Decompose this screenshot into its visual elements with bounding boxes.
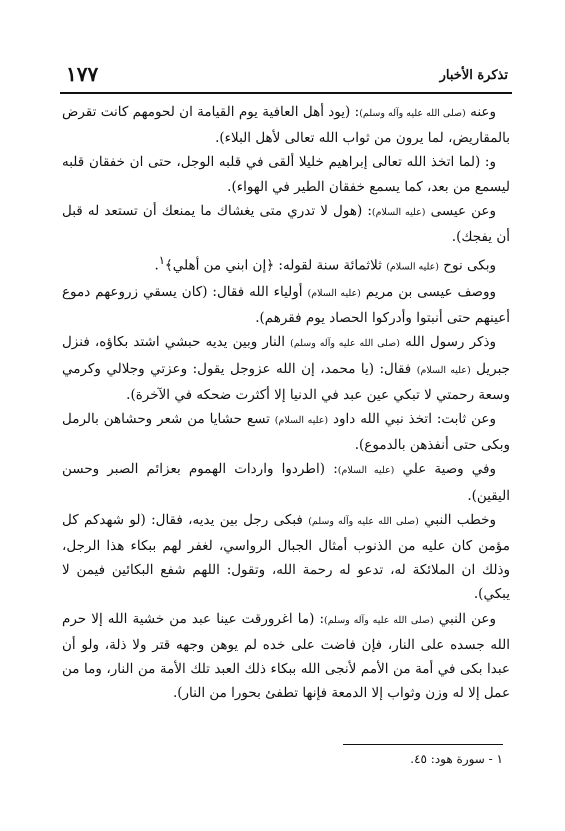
paragraph-text: وذكر رسول الله [399,334,496,351]
paragraph-text: : (ما اغرورقت عينا عبد من خشية الله إلا حرم الله جسده على النار، فإن فاضت على خده لم يوهن وجهه قتر ولا ذلة، ولو أن عبدا بكى في أمة من الأمم لأنجى الله ببكاء ذلك العبد تلك الأمة من النار، وما من عمل إلا له وزن وثواب إلا الدمعة فإنها تطفئ بحورا من النار). [62,610,510,702]
paragraph-text: : (اطردوا واردات الهموم بعزائم الصبر وحسن اليقين). [62,461,510,504]
footnote: ١ - سورة هود: ٤٥. [410,752,503,766]
paragraph-text: أولياء الله فقال: (كان يسقي زروعهم دموع أعينهم حتى أنبتوا وأدركوا الحصاد يوم فقرهم). [62,283,510,327]
page-header [60,62,510,90]
paragraph-text: تسع حشايا من شعر وحشاهن بالرمل وبكى حتى أنفذهن بالدموع). [62,410,510,454]
paragraph [62,280,510,330]
paragraph [62,607,510,706]
honorific-text: (عليه السلام) [337,465,395,477]
paragraph-text: وعن عيسى [425,202,496,219]
paragraph-text: وعنه [465,104,496,120]
paragraph-text: و: (لما اتخذ الله تعالى إبراهيم خليلا ألقى في قلبه الوجل، حتى ان خفقان قلبه ليسمع من بعد، كما يسمع خفقان الطير في الهواء). [62,154,510,195]
paragraph-text: وبكى نوح [438,257,496,274]
honorific-text: (عليه السلام) [371,206,426,218]
paragraph-text: : (يود أهل العافية يوم القيامة ان لحومهم كانت تقرض بالمقاريض، لما يرون من ثواب الله تعالى لأهل البلاء). [62,104,510,147]
honorific-text: (عليه السلام) [307,287,361,299]
paragraph [62,150,510,198]
paragraph-text: وفي وصية علي [394,461,497,478]
paragraph [62,249,510,280]
paragraph-text: فقال: (يا محمد، إن الله عزوجل يقول: وعزتي وجلالي وكرمي وسعة رحمتي لا تبكي عين عبد في الدنيا إلا أكثرت ضحكه في الآخرة). [62,360,510,403]
paragraph [62,100,510,150]
footnote-rule [343,744,503,745]
honorific-text: (صلى الله عليه وآله وسلم) [359,108,466,119]
paragraph-text: ثلاثمائة سنة لقوله: ﴿إن ابني من أهلي﴾ [164,257,387,274]
paragraph-text: وخطب النبي [418,511,496,528]
honorific-text: (صلى الله عليه وآله وسلم) [290,338,400,350]
page-number: ١٧٧ [66,62,99,86]
paragraph [62,508,510,607]
paragraph [62,199,510,249]
running-title: تذكرة الأخبار [439,68,508,83]
honorific-text: (عليه السلام) [386,261,439,273]
body-text [62,100,510,705]
header-rule [60,92,512,94]
paragraph-text: النار وبين يديه حبشي اشتد بكاؤه، فنزل جبريل [62,334,511,377]
honorific-text: (عليه السلام) [416,364,471,376]
paragraph-text: وعن النبي [433,610,496,627]
footnote-marker: ١ [158,254,165,268]
paragraph [62,407,510,457]
honorific-text: (صلى الله عليه وآله وسلم) [308,515,419,527]
paragraph-text: . [154,257,159,274]
paragraph-text: وعن ثابت: اتخذ نبي الله داود [328,410,496,427]
paragraph [62,330,510,407]
paragraph-text: ووصف عيسى بن مريم [360,283,497,300]
paragraph-text: : (هول لا تدري متى يغشاك ما يمنعك أن تستعد له قبل أن يفجك). [62,202,510,246]
honorific-text: (صلى الله عليه وآله وسلم) [324,614,434,626]
paragraph-text: فبكى رجل بين يديه، فقال: (لو شهدكم كل مؤمن كان عليه من الذنوب أمثال الجبال الرواسي، لغفر لهم ببكاء هذا الرجل، وذلك ان الملائكة له، تدعو له رحمة الله، وتقول: اللهم شفع البكائين فيمن لا يبكي). [62,511,510,603]
honorific-text: (عليه السلام) [274,414,329,426]
paragraph [62,457,510,507]
